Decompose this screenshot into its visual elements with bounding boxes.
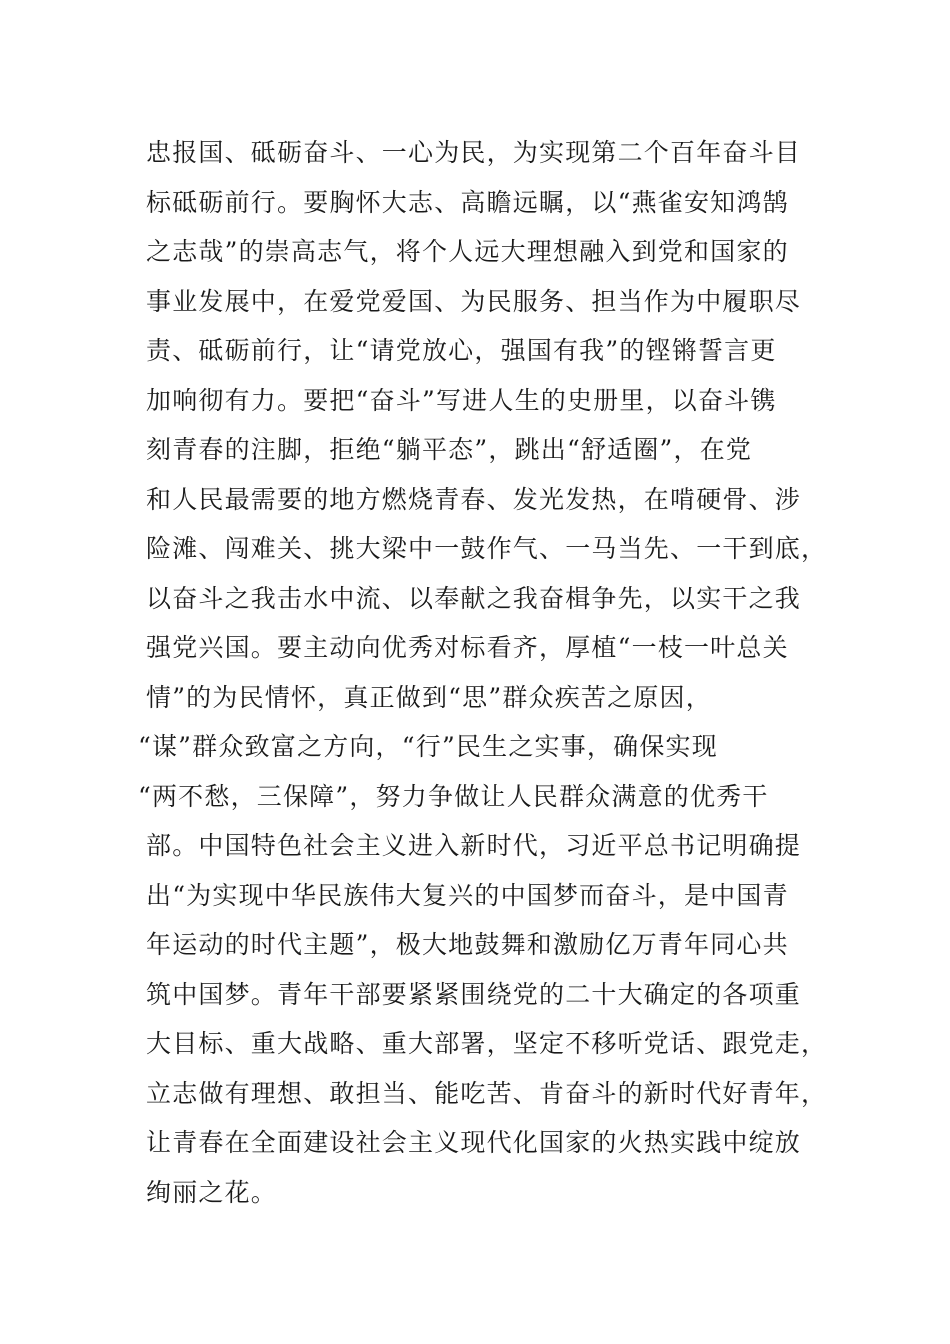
text-line: 立志做有理想、敢担当、能吃苦、肯奋斗的新时代好青年， [146, 1078, 828, 1108]
text-line: 绚丽之花。 [146, 1177, 278, 1207]
text-line: 刻青春的注脚，拒绝“躺平态”，跳出“舒适圈”，在党 [146, 435, 753, 464]
text-line: 大目标、重大战略、重大部署，坚定不移听党话、跟党走， [146, 1029, 828, 1058]
text-line: 情”的为民情怀，真正做到“思”群众疾苦之原因， [146, 682, 712, 712]
text-line: 加响彻有力。要把“奋斗”写进人生的史册里，以奋斗镌 [146, 385, 777, 415]
text-line: “两不愁，三保障”，努力争做让人民群众满意的优秀干 [138, 781, 769, 811]
text-line: 责、砥砺前行，让“请党放心，强国有我”的铿锵誓言更 [146, 336, 777, 365]
text-line: 让青春在全面建设社会主义现代化国家的火热实践中绽放 [146, 1128, 802, 1157]
text-line: 和人民最需要的地方燃烧青春、发光发热，在啃硬骨、涉 [146, 484, 802, 514]
text-line: 以奋斗之我击水中流、以奉献之我奋楫争先，以实干之我 [146, 583, 802, 613]
text-line: 年运动的时代主题”，极大地鼓舞和激励亿万青年同心共 [146, 930, 789, 959]
text-line: 筑中国梦。青年干部要紧紧围绕党的二十大确定的各项重 [146, 979, 802, 1009]
text-line: 之志哉”的崇高志气，将个人远大理想融入到党和国家的 [146, 237, 789, 266]
text-line: 忠报国、砥砺奋斗、一心为民，为实现第二个百年奋斗目 [146, 138, 802, 167]
text-line: 事业发展中，在爱党爱国、为民服务、担当作为中履职尽 [146, 286, 802, 316]
text-line: 部。中国特色社会主义进入新时代，习近平总书记明确提 [146, 831, 802, 860]
text-line: “谋”群众致富之方向，“行”民生之实事，确保实现 [138, 732, 718, 761]
body-paragraph [138, 128, 828, 1217]
text-line: 险滩、闯难关、挑大梁中一鼓作气、一马当先、一干到底， [146, 534, 828, 563]
text-line: 标砥砺前行。要胸怀大志、高瞻远瞩，以“燕雀安知鸿鹄 [146, 187, 789, 217]
text-line: 出“为实现中华民族伟大复兴的中国梦而奋斗，是中国青 [146, 880, 789, 910]
text-line: 强党兴国。要主动向优秀对标看齐，厚植“一枝一叶总关 [146, 633, 789, 662]
